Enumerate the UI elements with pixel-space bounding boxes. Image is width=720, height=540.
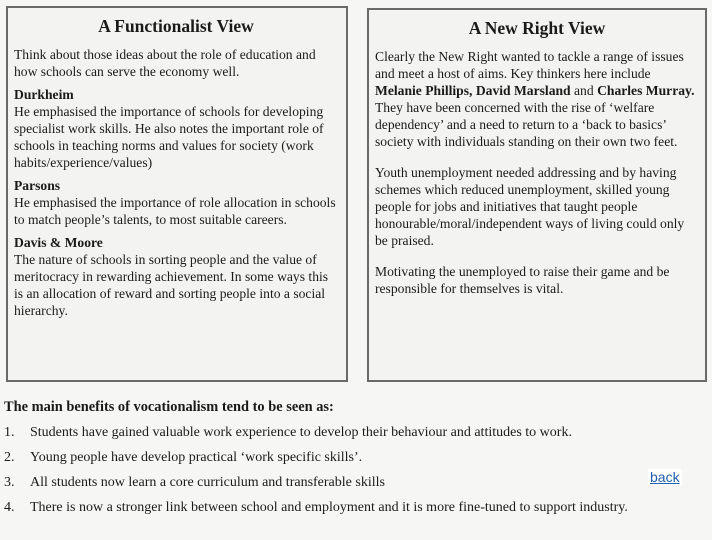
thinker-separator-1: , — [469, 83, 476, 98]
list-item-number: 4. — [4, 500, 15, 515]
new-right-title: A New Right View — [468, 18, 606, 38]
durkheim-heading: Durkheim — [14, 87, 74, 102]
list-item-text: Students have gained valuable work experience to develop their behaviour and attitudes to work. — [30, 425, 572, 440]
new-right-view-box — [367, 8, 707, 382]
list-item — [4, 424, 704, 442]
parsons-text: He emphasised the importance of role allocation in schools to match people’s talents, to most suitable careers. — [14, 195, 336, 227]
functionalist-title: A Functionalist View — [98, 16, 254, 36]
list-item-text: All students now learn a core curriculum and transferable skills — [30, 475, 385, 490]
durkheim-text: He emphasised the importance of schools for developing specialist work skills. He also notes the important role of schools in teaching norms and values for society (work habits/experience/values) — [14, 104, 324, 170]
functionalist-intro: Think about those ideas about the role of education and how schools can serve the economy well. — [14, 47, 316, 79]
thinker-melanie-phillips: Melanie Phillips — [375, 83, 470, 98]
new-right-paragraph-1 — [375, 48, 699, 150]
parsons-heading: Parsons — [14, 178, 61, 193]
vocationalism-benefits — [4, 398, 704, 524]
list-item-number: 2. — [4, 450, 15, 465]
davis-moore-heading: Davis & Moore — [14, 235, 103, 250]
thinker-separator-2: and — [570, 83, 598, 98]
new-right-p1-start: Clearly the New Right wanted to tackle a range of issues and meet a host of aims. Key thinkers here include — [375, 49, 684, 81]
back-link[interactable]: back — [650, 469, 680, 485]
new-right-p1-end: They have been concerned with the rise of ‘welfare dependency’ and a need to return to a ‘back to basics’ society with individuals standing on their own two feet. — [375, 100, 678, 149]
list-item-number: 1. — [4, 425, 15, 440]
thinker-charles-murray: Charles Murray. — [597, 83, 695, 98]
thinker-david-marsland: David Marsland — [475, 83, 571, 98]
list-item — [4, 499, 704, 517]
davis-moore-text: The nature of schools in sorting people and the value of meritocracy in rewarding achievement. In some ways this is an allocation of reward and sorting people into a social hierarchy. — [14, 252, 329, 318]
benefits-heading: The main benefits of vocationalism tend to be seen as: — [4, 399, 334, 415]
list-item-text: There is now a stronger link between school and employment and it is more fine-tuned to support industry. — [30, 500, 628, 515]
right-margin — [712, 0, 720, 540]
functionalist-view-box — [6, 6, 348, 382]
list-item — [4, 474, 704, 492]
new-right-paragraph-2: Youth unemployment needed addressing and by having schemes which reduced unemployment, skilled young people for jobs and initiatives that taught people honourable/moral/independent ways of living could only be praised. — [375, 165, 685, 248]
list-item-number: 3. — [4, 475, 15, 490]
new-right-paragraph-3: Motivating the unemployed to raise their game and be responsible for themselves is vital. — [375, 264, 670, 296]
benefits-list — [4, 424, 704, 517]
list-item-text: Young people have develop practical ‘work specific skills’. — [30, 450, 363, 465]
list-item — [4, 449, 704, 467]
